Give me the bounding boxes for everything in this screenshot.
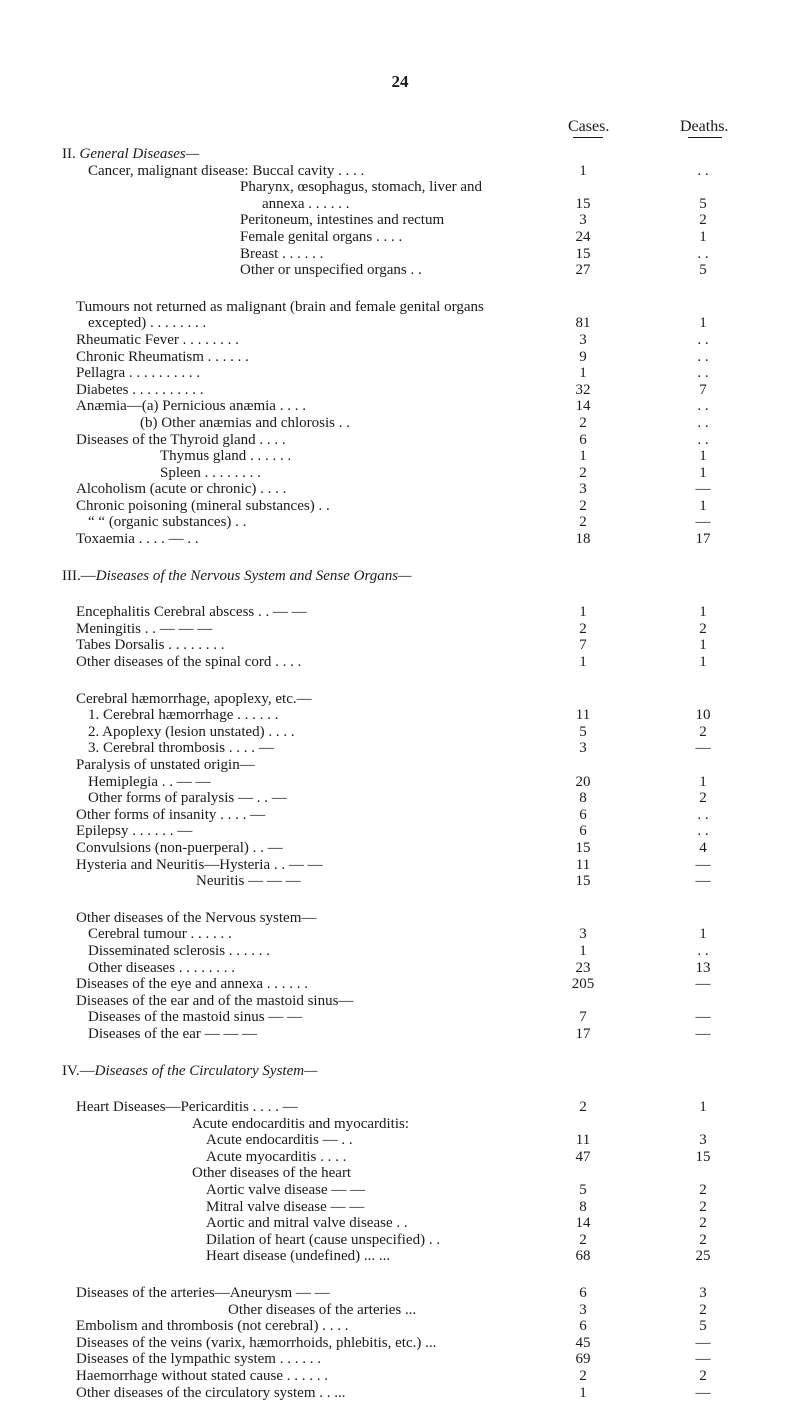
deaths-value: . . — [697, 398, 709, 415]
row-label: Other diseases of the Nervous system— — [76, 909, 317, 926]
table-row — [0, 1385, 800, 1401]
table-row — [0, 531, 800, 548]
deaths-value: 15 — [695, 1148, 711, 1165]
section-heading — [0, 146, 800, 163]
deaths-value: 1 — [699, 315, 707, 332]
table-row — [0, 1165, 800, 1182]
table-row — [0, 943, 800, 960]
table-row — [0, 926, 800, 943]
deaths-value: 1 — [699, 228, 707, 245]
section-number: IV.— — [62, 1062, 95, 1079]
section-name: General Diseases— — [79, 146, 200, 162]
table-row — [0, 163, 800, 180]
table-row — [0, 262, 800, 279]
row-label: Cerebral tumour . . . . . . — [88, 926, 232, 943]
cases-value: 205 — [571, 976, 595, 993]
cases-value: 2 — [579, 1368, 587, 1384]
cases-value: 6 — [579, 806, 587, 823]
row-label: Thymus gland . . . . . . — [160, 448, 292, 465]
cases-value: 5 — [579, 723, 587, 740]
table-row — [0, 823, 800, 840]
table-row — [0, 498, 800, 515]
deaths-value: 2 — [699, 723, 707, 740]
cases-value: 3 — [579, 481, 587, 498]
table-row — [0, 857, 800, 874]
table-row — [0, 1182, 800, 1199]
row-label: Spleen . . . . . . . . — [160, 464, 261, 481]
row-label: Peritoneum, intestines and rectum — [240, 212, 445, 229]
cases-value: 2 — [579, 620, 587, 637]
section-title — [62, 1063, 317, 1080]
table-row — [0, 332, 800, 349]
cases-value: 11 — [575, 856, 591, 873]
table-row — [0, 349, 800, 366]
cases-value: 20 — [575, 773, 591, 790]
cases-value: 3 — [579, 1301, 587, 1318]
cases-value: 11 — [575, 1132, 591, 1149]
row-label: Alcoholism (acute or chronic) . . . . — [76, 481, 287, 498]
deaths-value: 5 — [699, 195, 707, 212]
table-row — [0, 1368, 800, 1385]
row-label: Hemiplegia . . — — — [88, 773, 211, 790]
row-label: Heart disease (undefined) ... ... — [206, 1248, 391, 1265]
cases-value: 8 — [579, 790, 587, 807]
row-label: Other diseases of the circulatory system . . ... — [76, 1384, 346, 1401]
row-label: Aortic valve disease — — — [206, 1182, 366, 1199]
section-name: Diseases of the Nervous System and Sense Organs— — [95, 567, 412, 584]
row-label: Haemorrhage without stated cause . . . . . . — [76, 1368, 329, 1384]
table-row — [0, 415, 800, 432]
row-spacer — [0, 1043, 800, 1063]
table-row — [0, 246, 800, 263]
row-label: Diseases of the veins (varix, hæmorrhoids, phlebitis, etc.) ... — [76, 1334, 437, 1351]
table-row — [0, 1116, 800, 1133]
row-label: Diseases of the ear — — — — [88, 1025, 258, 1042]
deaths-value: 5 — [699, 262, 707, 279]
row-label: 2. Apoplexy (lesion unstated) . . . . — [88, 723, 295, 740]
row-label: Mitral valve disease — — — [206, 1198, 365, 1215]
cases-value: 23 — [575, 959, 591, 976]
table-row — [0, 707, 800, 724]
deaths-value: 4 — [699, 839, 707, 856]
table-row — [0, 1248, 800, 1265]
row-label: Other diseases of the heart — [192, 1165, 352, 1182]
row-label: Other forms of insanity . . . . — — [76, 806, 266, 823]
table-row — [0, 229, 800, 246]
table-row — [0, 196, 800, 213]
cases-value: 5 — [579, 1182, 587, 1199]
cases-value: 47 — [575, 1148, 591, 1165]
table-row — [0, 1199, 800, 1216]
cases-value: 11 — [575, 707, 591, 724]
row-label: annexa . . . . . . — [262, 195, 350, 212]
deaths-value: — — [695, 1334, 711, 1351]
cases-value: 15 — [575, 195, 591, 212]
deaths-value: . . — [697, 348, 709, 365]
table-row — [0, 840, 800, 857]
page-number: 24 — [391, 72, 409, 91]
deaths-value: 1 — [699, 654, 707, 671]
table-row — [0, 365, 800, 382]
row-label: Tumours not returned as malignant (brain and female genital organs — [76, 298, 484, 315]
deaths-value: 1 — [699, 448, 707, 465]
table-row — [0, 1335, 800, 1352]
row-label: Diseases of the lympathic system . . . . . . — [76, 1351, 321, 1368]
section-heading — [0, 1063, 800, 1080]
deaths-value: 1 — [699, 604, 707, 621]
cases-value: 2 — [579, 1099, 587, 1116]
table-row — [0, 654, 800, 671]
deaths-value: — — [695, 873, 711, 890]
table-row — [0, 1302, 800, 1319]
table-row — [0, 465, 800, 482]
row-label: Diseases of the arteries—Aneurysm — — — [76, 1285, 330, 1302]
deaths-value: . . — [697, 806, 709, 823]
cases-value: 2 — [579, 497, 587, 514]
row-spacer — [0, 1265, 800, 1285]
cases-value: 1 — [579, 654, 587, 671]
cases-header-rule — [573, 137, 603, 138]
row-label: “ “ (organic substances) . . — [88, 514, 247, 531]
table-row — [0, 790, 800, 807]
cases-value: 15 — [575, 873, 591, 890]
table-row — [0, 910, 800, 927]
deaths-value: 1 — [699, 1099, 707, 1116]
deaths-value: 1 — [699, 926, 707, 943]
table-row — [0, 993, 800, 1010]
cases-value: 24 — [575, 228, 591, 245]
table-row — [0, 398, 800, 415]
deaths-column-header: Deaths. — [680, 118, 729, 135]
deaths-value: 2 — [699, 1368, 707, 1384]
row-label: Paralysis of unstated origin— — [76, 757, 255, 773]
deaths-value: 10 — [695, 707, 711, 724]
row-label: Diseases of the ear and of the mastoid sinus— — [76, 992, 354, 1009]
cases-value: 14 — [575, 398, 591, 415]
deaths-value: . . — [697, 942, 709, 959]
row-label: Female genital organs . . . . — [240, 228, 403, 245]
deaths-value: — — [695, 740, 711, 757]
cases-value: 1 — [579, 942, 587, 959]
cases-column-header: Cases. — [568, 118, 610, 135]
cases-value: 45 — [575, 1334, 591, 1351]
row-label: (b) Other anæmias and chlorosis . . — [140, 414, 350, 431]
row-label: Other diseases of the spinal cord . . . . — [76, 654, 302, 671]
row-spacer — [0, 584, 800, 604]
row-label: Cerebral hæmorrhage, apoplexy, etc.— — [76, 690, 312, 707]
cases-value: 6 — [579, 1318, 587, 1335]
row-label: Breast . . . . . . — [240, 245, 324, 262]
cases-value: 2 — [579, 414, 587, 431]
cases-value: 3 — [579, 926, 587, 943]
table-row — [0, 1099, 800, 1116]
row-label: 3. Cerebral thrombosis . . . . — — [88, 740, 274, 757]
cases-value: 14 — [575, 1215, 591, 1232]
deaths-value: 1 — [699, 464, 707, 481]
row-label: Dilation of heart (cause unspecified) . . — [206, 1231, 441, 1248]
row-spacer — [0, 279, 800, 299]
table-row — [0, 448, 800, 465]
row-label: Aortic and mitral valve disease . . — [206, 1215, 408, 1232]
table-row — [0, 1351, 800, 1368]
deaths-value: 1 — [699, 773, 707, 790]
cases-value: 2 — [579, 1231, 587, 1248]
deaths-value: . . — [697, 414, 709, 431]
row-label: Hysteria and Neuritis—Hysteria . . — — — [76, 856, 323, 873]
table-row — [0, 1149, 800, 1166]
deaths-value: 17 — [695, 531, 711, 548]
table-row — [0, 212, 800, 229]
deaths-value: 5 — [699, 1318, 707, 1335]
row-label: Epilepsy . . . . . . — — [76, 823, 193, 840]
table-row — [0, 1285, 800, 1302]
deaths-value: 2 — [699, 620, 707, 637]
deaths-value: 3 — [699, 1132, 707, 1149]
table-row — [0, 315, 800, 332]
row-label: Tabes Dorsalis . . . . . . . . — [76, 637, 225, 654]
deaths-value: 7 — [699, 381, 707, 398]
row-spacer — [0, 671, 800, 691]
cases-value: 18 — [575, 531, 591, 548]
row-label: Other or unspecified organs . . — [240, 262, 422, 279]
deaths-value: 2 — [699, 212, 707, 229]
table-row — [0, 740, 800, 757]
table-row — [0, 179, 800, 196]
cases-value: 2 — [579, 464, 587, 481]
table-row — [0, 481, 800, 498]
table-row — [0, 873, 800, 890]
table-row — [0, 514, 800, 531]
deaths-value: 25 — [695, 1248, 711, 1265]
table-row — [0, 1318, 800, 1335]
cases-value: 1 — [579, 448, 587, 465]
row-label: Convulsions (non-puerperal) . . — — [76, 839, 283, 856]
deaths-value: — — [695, 1025, 711, 1042]
table-row — [0, 621, 800, 638]
section-number: II. — [62, 146, 80, 162]
table-row — [0, 299, 800, 316]
deaths-value: — — [695, 1009, 711, 1026]
deaths-value: 2 — [699, 1182, 707, 1199]
cases-value: 1 — [579, 1384, 587, 1401]
table-row — [0, 691, 800, 708]
row-label: Other diseases of the arteries ... — [228, 1301, 417, 1318]
disease-table — [0, 146, 800, 1401]
row-label: Meningitis . . — — — — [76, 620, 213, 637]
table-row — [0, 1026, 800, 1043]
section-name: Diseases of the Circulatory System— — [94, 1062, 318, 1079]
row-label: Diseases of the Thyroid gland . . . . — [76, 431, 286, 448]
cases-value: 3 — [579, 212, 587, 229]
cases-value: 27 — [575, 262, 591, 279]
row-spacer — [0, 548, 800, 568]
row-spacer — [0, 1079, 800, 1099]
row-label: Pharynx, œsophagus, stomach, liver and — [240, 179, 483, 196]
row-label: Pellagra . . . . . . . . . . — [76, 365, 201, 382]
cases-value: 8 — [579, 1198, 587, 1215]
cases-value: 1 — [579, 604, 587, 621]
table-row — [0, 432, 800, 449]
row-label: Diabetes . . . . . . . . . . — [76, 381, 204, 398]
deaths-value: 1 — [699, 497, 707, 514]
table-row — [0, 1132, 800, 1149]
row-label: 1. Cerebral hæmorrhage . . . . . . — [88, 707, 279, 724]
row-label: Embolism and thrombosis (not cerebral) . . . . — [76, 1318, 349, 1335]
row-label: Acute myocarditis . . . . — [206, 1148, 347, 1165]
cases-value: 3 — [579, 331, 587, 348]
table-row — [0, 1009, 800, 1026]
row-label: Other diseases . . . . . . . . — [88, 959, 236, 976]
section-title — [62, 568, 411, 585]
row-spacer — [0, 890, 800, 910]
cases-value: 17 — [575, 1025, 591, 1042]
cases-value: 6 — [579, 1285, 587, 1302]
row-label: Cancer, malignant disease: Buccal cavity . . . . — [88, 162, 365, 179]
row-label: Heart Diseases—Pericarditis . . . . — — [76, 1099, 298, 1116]
table-row — [0, 724, 800, 741]
table-row — [0, 1232, 800, 1249]
row-label: Disseminated sclerosis . . . . . . — [88, 942, 271, 959]
cases-value: 15 — [575, 245, 591, 262]
row-label: Other forms of paralysis — . . — — [88, 790, 287, 807]
table-row — [0, 807, 800, 824]
deaths-value: 3 — [699, 1285, 707, 1302]
cases-value: 69 — [575, 1351, 591, 1368]
cases-value: 15 — [575, 839, 591, 856]
table-row — [0, 757, 800, 774]
section-number: III.— — [62, 567, 96, 584]
deaths-value: 2 — [699, 790, 707, 807]
table-row — [0, 976, 800, 993]
row-label: Chronic poisoning (mineral substances) . . — [76, 497, 330, 514]
section-title — [62, 146, 199, 163]
deaths-value: . . — [697, 431, 709, 448]
table-row — [0, 382, 800, 399]
deaths-value: 2 — [699, 1215, 707, 1232]
row-label: Neuritis — — — — [196, 873, 301, 890]
deaths-value: 13 — [695, 959, 711, 976]
deaths-value: 1 — [699, 637, 707, 654]
cases-value: 3 — [579, 740, 587, 757]
cases-value: 7 — [579, 637, 587, 654]
deaths-value: . . — [697, 823, 709, 840]
deaths-value: — — [695, 1351, 711, 1368]
deaths-value: . . — [697, 365, 709, 382]
deaths-value: 2 — [699, 1301, 707, 1318]
deaths-value: . . — [697, 245, 709, 262]
deaths-value: — — [695, 481, 711, 498]
row-label: Encephalitis Cerebral abscess . . — — — [76, 604, 307, 621]
row-label: Toxaemia . . . . — . . — [76, 531, 199, 548]
cases-value: 6 — [579, 823, 587, 840]
table-row — [0, 1215, 800, 1232]
cases-value: 9 — [579, 348, 587, 365]
deaths-header-rule — [688, 137, 722, 138]
row-label: Acute endocarditis — . . — [206, 1132, 353, 1149]
deaths-value: — — [695, 1384, 711, 1401]
deaths-value: 2 — [699, 1198, 707, 1215]
row-label: Diseases of the mastoid sinus — — — [88, 1009, 303, 1026]
deaths-value: 2 — [699, 1231, 707, 1248]
row-label: Chronic Rheumatism . . . . . . — [76, 348, 249, 365]
deaths-value: — — [695, 976, 711, 993]
table-row — [0, 637, 800, 654]
row-label: Anæmia—(a) Pernicious anæmia . . . . — [76, 398, 306, 415]
cases-value: 2 — [579, 514, 587, 531]
row-label: excepted) . . . . . . . . — [88, 315, 207, 332]
deaths-value: . . — [697, 331, 709, 348]
deaths-value: — — [695, 514, 711, 531]
cases-value: 1 — [579, 365, 587, 382]
cases-value: 6 — [579, 431, 587, 448]
table-row — [0, 774, 800, 791]
deaths-value: . . — [697, 162, 709, 179]
cases-value: 1 — [579, 162, 587, 179]
cases-value: 68 — [575, 1248, 591, 1265]
row-label: Diseases of the eye and annexa . . . . . . — [76, 976, 309, 993]
section-heading — [0, 568, 800, 585]
cases-value: 7 — [579, 1009, 587, 1026]
table-row — [0, 604, 800, 621]
cases-value: 81 — [575, 315, 591, 332]
cases-value: 32 — [575, 381, 591, 398]
row-label: Acute endocarditis and myocarditis: — [192, 1115, 410, 1132]
row-label: Rheumatic Fever . . . . . . . . — [76, 331, 239, 348]
table-row — [0, 960, 800, 977]
deaths-value: — — [695, 856, 711, 873]
